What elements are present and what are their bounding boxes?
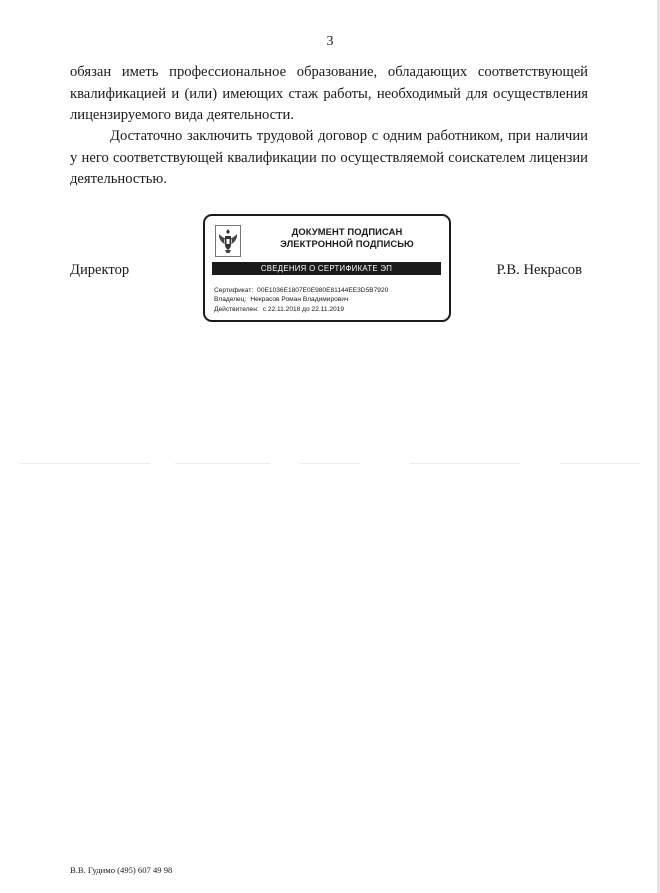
electronic-signature-stamp: [203, 214, 451, 322]
footer-contact: В.В. Гудимо (495) 607 49 98: [70, 865, 173, 875]
owner-row: [214, 295, 388, 304]
validity-row: [214, 305, 388, 314]
stamp-heading: [249, 226, 445, 250]
scan-smudge: [410, 463, 520, 464]
scan-smudge: [560, 463, 640, 464]
page-number: 3: [326, 34, 334, 49]
certificate-row: [214, 286, 388, 295]
paragraph-qualification: обязан иметь профессиональное образование, обладающих соответствующей квалификацией и (или) имеющих стаж работы, необходимый для осуществления лицензируемого вида деятельности.: [70, 64, 588, 123]
stamp-details: [214, 286, 388, 314]
validity-label: Действителен:: [214, 305, 259, 313]
certificate-value: 00E1036E1807E0E980E81144EE3D5B7920: [257, 287, 389, 294]
signer-name: Р.В. Некрасов: [496, 262, 582, 278]
owner-label: Владелец:: [214, 296, 247, 304]
paragraph-employment-contract: Достаточно заключить трудовой договор с одним работником, при наличии у него соответствующей квалификации по осуществляемой соискателем лицензии деятельностью.: [70, 128, 588, 187]
coat-of-arms-icon: [215, 225, 241, 257]
stamp-heading-line2: ЭЛЕКТРОННОЙ ПОДПИСЬЮ: [280, 238, 414, 249]
signer-title: Директор: [70, 262, 130, 278]
scan-smudge: [20, 463, 150, 464]
stamp-certificate-band: СВЕДЕНИЯ О СЕРТИФИКАТЕ ЭП: [212, 262, 441, 275]
validity-value: с 22.11.2018 до 22.11.2019: [262, 305, 345, 313]
scan-smudge: [300, 463, 360, 464]
stamp-heading-line1: ДОКУМЕНТ ПОДПИСАН: [291, 226, 403, 237]
certificate-label: Сертификат:: [214, 287, 254, 294]
owner-value: Некрасов Роман Владимирович: [250, 296, 349, 304]
scan-smudge: [175, 463, 270, 464]
